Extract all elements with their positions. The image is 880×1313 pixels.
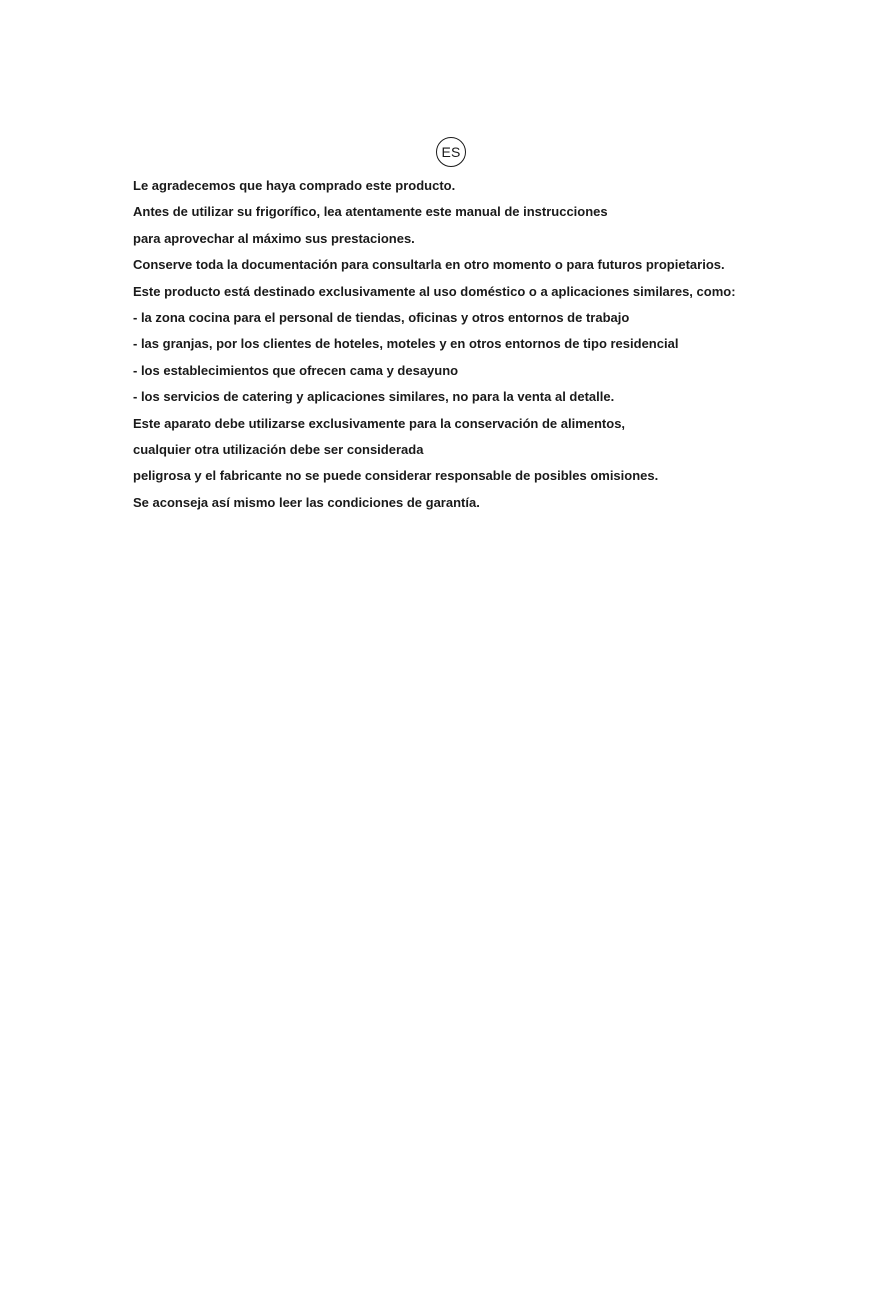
text-line: para aprovechar al máximo sus prestaciones. [133,230,415,246]
language-badge: ES [436,137,466,167]
text-line: - los establecimientos que ofrecen cama y desayuno [133,362,459,378]
text-line: peligrosa y el fabricante no se puede considerar responsable de posibles omisiones. [133,468,659,484]
text-line: cualquier otra utilización debe ser considerada [133,441,424,457]
text-line: - los servicios de catering y aplicaciones similares, no para la venta al detalle. [133,389,615,405]
text-line: Este aparato debe utilizarse exclusivamente para la conservación de alimentos, [133,415,626,431]
text-line: Se aconseja así mismo leer las condiciones de garantía. [133,494,480,510]
text-line: Conserve toda la documentación para consultarla en otro momento o para futuros propietarios. [133,257,725,273]
text-line: Le agradecemos que haya comprado este producto. [133,178,456,193]
text-line: - las granjas, por los clientes de hoteles, moteles y en otros entornos de tipo residencial [133,336,679,352]
text-line: - la zona cocina para el personal de tiendas, oficinas y otros entornos de trabajo [133,309,630,325]
intro-text [133,177,833,520]
text-line: Este producto está destinado exclusivamente al uso doméstico o a aplicaciones similares, como: [133,283,736,299]
text-line: Antes de utilizar su frigorífico, lea atentamente este manual de instrucciones [133,204,608,220]
